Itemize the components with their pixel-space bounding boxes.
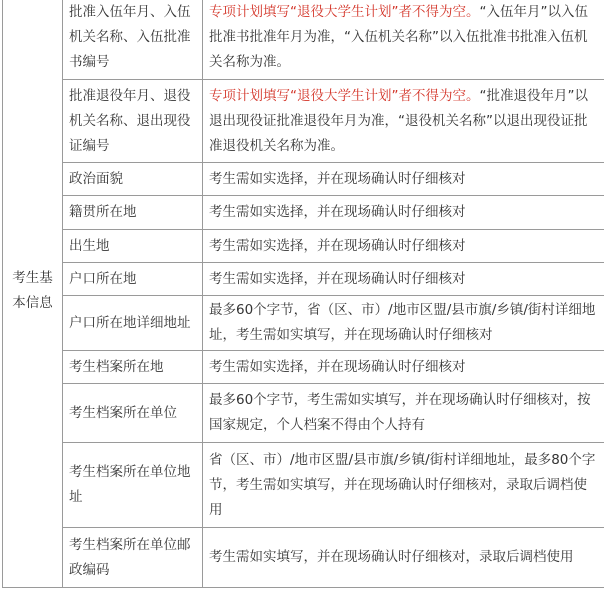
- table-row: [3, 351, 604, 384]
- table-row: [3, 230, 604, 263]
- description-cell: [203, 0, 604, 80]
- description-cell: 考生需如实选择，并在现场确认时仔细核对: [203, 263, 604, 296]
- field-name-cell: 籍贯所在地: [63, 196, 203, 230]
- description-text: “批准退役年月”以退出现役证批准退役年月为准，“退役机关名称”以退出现役证批准退役机关名称为准。: [209, 87, 588, 154]
- field-name-cell: 政治面貌: [63, 163, 203, 196]
- table-row: [3, 163, 604, 196]
- description-cell: 考生需如实选择，并在现场确认时仔细核对: [203, 230, 604, 263]
- required-note: 专项计划填写“退役大学生计划”者不得为空。: [209, 3, 480, 20]
- table-row: [3, 443, 604, 528]
- category-cell: 考生基本信息: [3, 0, 63, 588]
- field-name-cell: 户口所在地详细地址: [63, 296, 203, 351]
- info-table: [2, 0, 604, 588]
- description-cell: 考生需如实选择，并在现场确认时仔细核对: [203, 351, 604, 384]
- table-row: [3, 0, 604, 80]
- field-name-cell: 户口所在地: [63, 263, 203, 296]
- description-cell: 考生需如实选择，并在现场确认时仔细核对: [203, 163, 604, 196]
- table-row: [3, 80, 604, 163]
- table-row: [3, 263, 604, 296]
- table-row: [3, 528, 604, 588]
- field-name-cell: 批准入伍年月、入伍机关名称、入伍批准书编号: [63, 0, 203, 80]
- description-text: “入伍年月”以入伍批准书批准年月为准，“入伍机关名称”以入伍批准书批准入伍机关名称为准。: [209, 3, 588, 70]
- description-cell: [203, 80, 604, 163]
- description-cell: 最多60个字节，省（区、市）/地市区盟/县市旗/乡镇/街村详细地址，考生需如实填写，并在现场确认时仔细核对: [203, 296, 604, 351]
- description-cell: 考生需如实填写，并在现场确认时仔细核对，录取后调档使用: [203, 528, 604, 588]
- table-row: [3, 196, 604, 230]
- table-row: [3, 296, 604, 351]
- table-row: [3, 384, 604, 443]
- field-name-cell: 考生档案所在单位地址: [63, 443, 203, 528]
- field-name-cell: 考生档案所在单位邮政编码: [63, 528, 203, 588]
- description-cell: 最多60个字节，考生需如实填写，并在现场确认时仔细核对，按国家规定，个人档案不得由个人持有: [203, 384, 604, 443]
- description-cell: 省（区、市）/地市区盟/县市旗/乡镇/街村详细地址，最多80个字节，考生需如实填写，并在现场确认时仔细核对，录取后调档使用: [203, 443, 604, 528]
- field-name-cell: 批准退役年月、退役机关名称、退出现役证编号: [63, 80, 203, 163]
- field-name-cell: 考生档案所在单位: [63, 384, 203, 443]
- description-cell: 考生需如实选择，并在现场确认时仔细核对: [203, 196, 604, 230]
- field-name-cell: 考生档案所在地: [63, 351, 203, 384]
- required-note: 专项计划填写“退役大学生计划”者不得为空。: [209, 87, 480, 104]
- field-name-cell: 出生地: [63, 230, 203, 263]
